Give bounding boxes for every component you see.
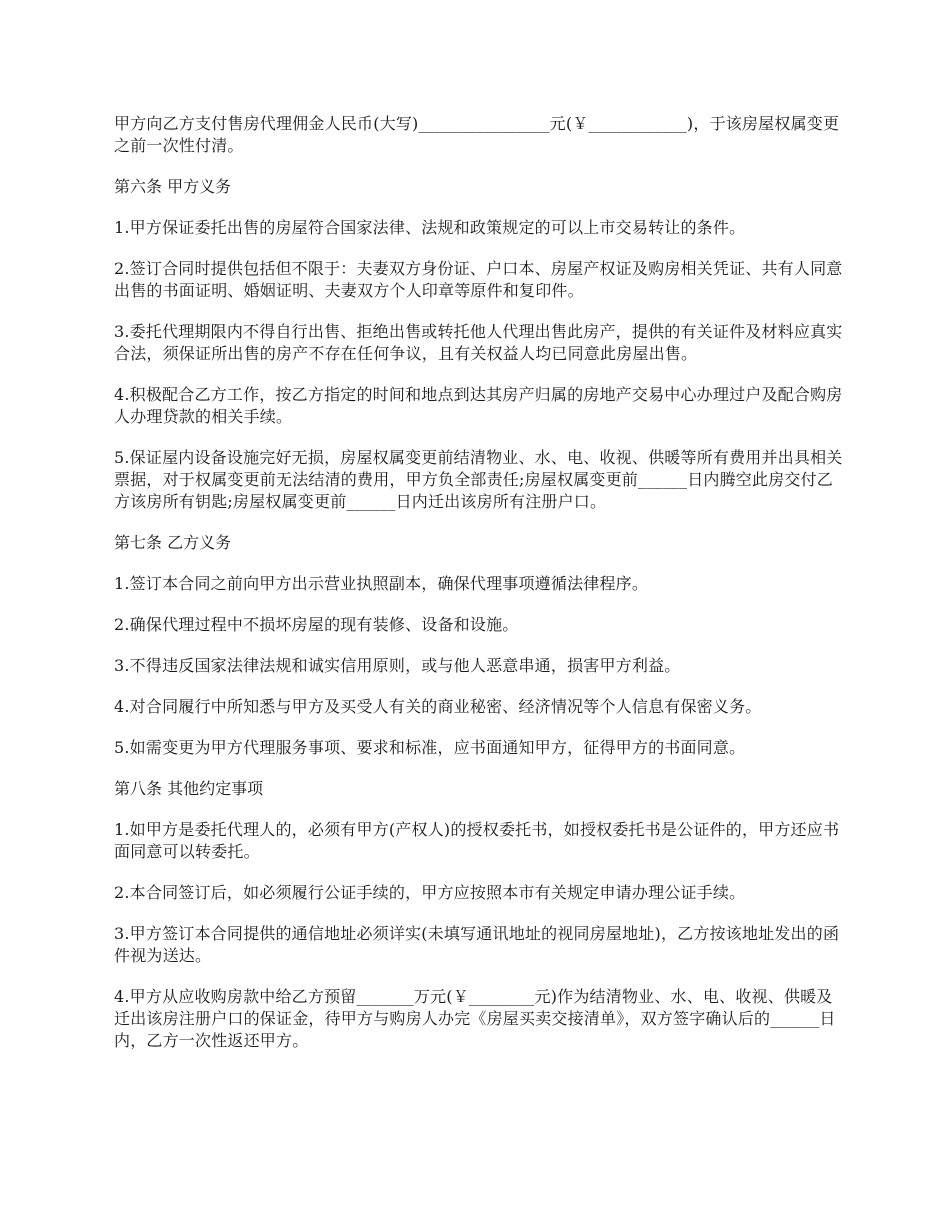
article-7-item-2: 2.确保代理过程中不损坏房屋的现有装修、设备和设施。 bbox=[114, 615, 519, 634]
article-6-item-5: 5.保证屋内设备设施完好无损，房屋权属变更前结清物业、水、电、收视、供暖等所有费用并出具相关票据，对于权属变更前无法结清的费用，甲方负全部责任;房屋权属变更前______日内腾空此房交付乙方该房所有钥匙;房屋权属变更前______日内迁出该房所有注册户口。 bbox=[114, 448, 843, 511]
article-8-item-2: 2.本合同签订后，如必须履行公证手续的，甲方应按照本市有关规定申请办理公证手续。 bbox=[114, 883, 746, 902]
article-8-item-3: 3.甲方签订本合同提供的通信地址必须详实(未填写通讯地址的视同房屋地址)，乙方按该地址发出的函件视为送达。 bbox=[114, 924, 840, 965]
article-8-item-1: 1.如甲方是委托代理人的，必须有甲方(产权人)的授权委托书，如授权委托书是公证件的，甲方还应书面同意可以转委托。 bbox=[114, 820, 840, 861]
article-6-item-4: 4.积极配合乙方工作，按乙方指定的时间和地点到达其房产归属的房地产交易中心办理过户及配合购房人办理贷款的相关手续。 bbox=[114, 385, 843, 426]
article-6-item-3: 3.委托代理期限内不得自行出售、拒绝出售或转托他人代理出售此房产，提供的有关证件及材料应真实合法，须保证所出售的房产不存在任何争议，且有关权益人均已同意此房屋出售。 bbox=[114, 322, 843, 363]
document-page bbox=[114, 113, 844, 1071]
article-7-item-3: 3.不得违反国家法律法规和诚实信用原则，或与他人恶意串通，损害甲方利益。 bbox=[114, 656, 681, 675]
article-7-item-1: 1.签订本合同之前向甲方出示营业执照副本，确保代理事项遵循法律程序。 bbox=[114, 574, 649, 593]
article-8-item-4: 4.甲方从应收购房款中给乙方预留_______万元(￥________元)作为结清物业、水、电、收视、供暖及迁出该房注册户口的保证金，待甲方与购房人办完《房屋买卖交接清单》，双方签字确认后的______日内，乙方一次性返还甲方。 bbox=[114, 987, 836, 1050]
article-6-heading: 第六条 甲方义务 bbox=[114, 177, 232, 196]
article-6-item-1: 1.甲方保证委托出售的房屋符合国家法律、法规和政策规定的可以上市交易转让的条件。 bbox=[114, 218, 746, 237]
commission-paragraph: 甲方向乙方支付售房代理佣金人民币(大写)________________元(￥____________)，于该房屋权属变更之前一次性付清。 bbox=[114, 114, 840, 155]
article-8-heading: 第八条 其他约定事项 bbox=[114, 779, 264, 798]
article-7-heading: 第七条 乙方义务 bbox=[114, 533, 232, 552]
article-7-item-5: 5.如需变更为甲方代理服务事项、要求和标准，应书面通知甲方，征得甲方的书面同意。 bbox=[114, 738, 746, 757]
article-7-item-4: 4.对合同履行中所知悉与甲方及买受人有关的商业秘密、经济情况等个人信息有保密义务。 bbox=[114, 697, 762, 716]
article-6-item-2: 2.签订合同时提供包括但不限于：夫妻双方身份证、户口本、房屋产权证及购房相关凭证、共有人同意出售的书面证明、婚姻证明、夫妻双方个人印章等原件和复印件。 bbox=[114, 259, 843, 300]
